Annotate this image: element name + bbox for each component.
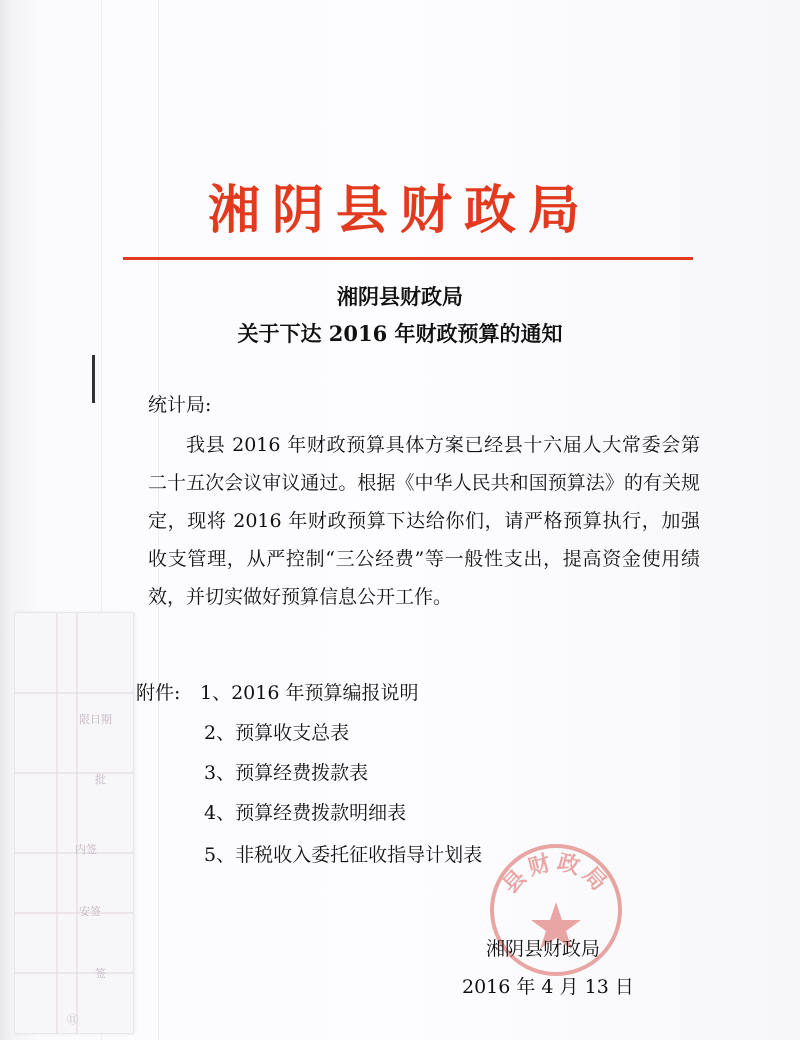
seal-text: 县财政局 [498, 849, 614, 899]
salutation: 统计局: [148, 394, 212, 416]
slip-number: ⑪ [67, 1013, 78, 1026]
slip-label: 批 [95, 773, 106, 786]
attachments-label: 附件: [136, 682, 181, 704]
attachment-item: 3、预算经费拨款表 [204, 762, 369, 784]
letterhead-rule [123, 257, 693, 260]
binding-mark [92, 355, 95, 403]
signature-date: 2016 年 4 月 13 日 [462, 976, 634, 998]
letterhead-title: 湘阴县财政局 [207, 181, 592, 241]
signer-name: 湘阴县财政局 [486, 938, 601, 960]
document-title-line2: 关于下达 2016 年财政预算的通知 [237, 321, 563, 346]
slip-grid [15, 613, 133, 1033]
page-edge [0, 0, 14, 1040]
body-paragraph: 我县 2016 年财政预算具体方案已经县十六届人大常委会第二十五次会议审议通过。根据《中华人民共和国预算法》的有关规定，现将 2016 年财政预算下达给你们，请严格预算执行，加强收支管理，从严控制“三公经费”等一般性支出，提高资金使用绩效，并切实做好预算信息公开工作。 [148, 434, 700, 608]
attachment-item: 1、2016 年预算编报说明 [200, 682, 419, 704]
slip-label: 限日期 [79, 713, 112, 726]
attachment-item: 5、非税收入委托征收指导计划表 [204, 844, 483, 866]
slip-label: 安签 [79, 905, 101, 918]
attachment-item: 2、预算收支总表 [204, 722, 350, 744]
slip-label: 内签 [75, 843, 97, 856]
document-title-line1: 湘阴县财政局 [337, 284, 463, 309]
slip-label: 签 [95, 967, 106, 980]
routing-slip [14, 612, 134, 1034]
attachment-item: 4、预算经费拨款明细表 [204, 802, 407, 824]
